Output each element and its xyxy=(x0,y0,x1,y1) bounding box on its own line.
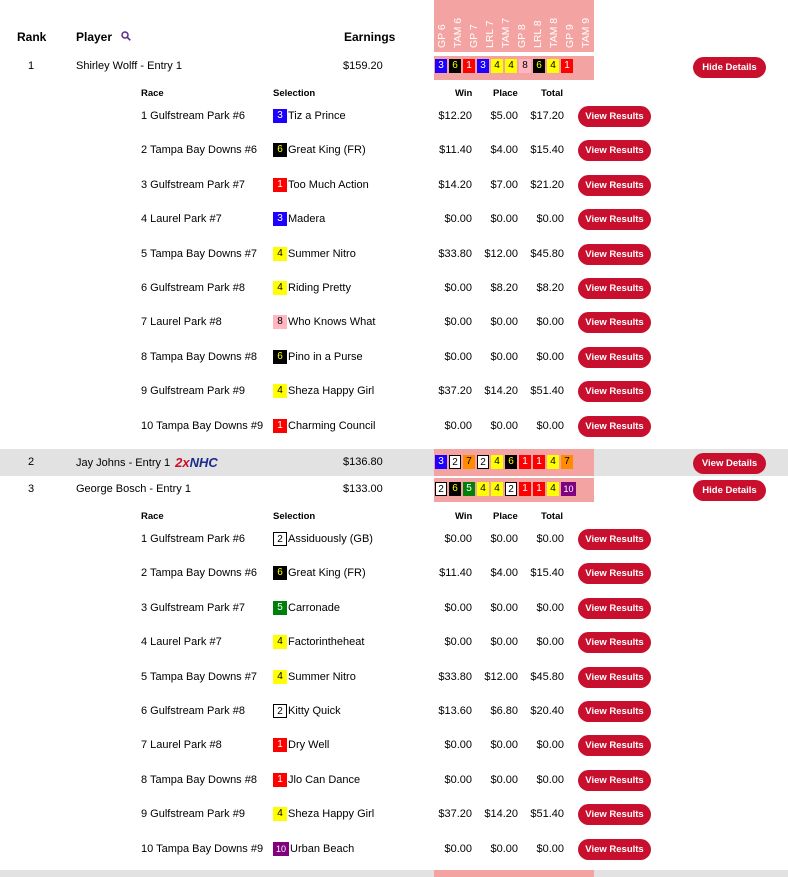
race-header-label: LRL 7 xyxy=(484,20,496,48)
selection xyxy=(273,143,366,157)
race-name: 6 Gulfstream Park #8 xyxy=(141,282,245,294)
pick-chip: 1 xyxy=(519,455,531,469)
pick-chip: 8 xyxy=(519,59,531,73)
selection xyxy=(273,842,354,856)
selection xyxy=(273,807,374,821)
race-name: 9 Gulfstream Park #9 xyxy=(141,385,245,398)
pick-chip: 1 xyxy=(463,59,475,73)
selection xyxy=(273,566,366,580)
pick-chip: 6 xyxy=(533,59,545,73)
player-header xyxy=(76,30,131,44)
payout-place: $4.00 xyxy=(490,144,518,157)
saddle-cloth-number: 1 xyxy=(273,178,287,192)
payout-win: $0.00 xyxy=(444,842,472,855)
player-earnings: $159.20 xyxy=(343,60,383,72)
pick-chip: 6 xyxy=(449,482,461,496)
view-results-button[interactable]: View Results xyxy=(578,244,651,265)
view-results-button[interactable]: View Results xyxy=(578,140,651,161)
payout-win: $37.20 xyxy=(438,808,472,821)
view-results-button[interactable]: View Results xyxy=(578,632,651,653)
payout-total: $17.20 xyxy=(530,110,564,122)
race-header-label: TAM 7 xyxy=(500,17,512,48)
payout-total: $45.80 xyxy=(530,247,564,260)
payout-total: $15.40 xyxy=(530,567,564,580)
pick-chip: 7 xyxy=(463,455,475,469)
selection xyxy=(273,247,356,261)
payout-place: $0.00 xyxy=(490,739,518,752)
selection xyxy=(273,532,373,546)
selection xyxy=(273,601,340,615)
view-results-button[interactable]: View Results xyxy=(578,175,651,196)
payout-place: $7.00 xyxy=(490,178,518,191)
race-header-label: GP 8 xyxy=(516,24,528,48)
selection xyxy=(273,635,364,649)
horse-name: Too Much Action xyxy=(288,178,369,191)
payout-win: $0.00 xyxy=(444,636,472,649)
saddle-cloth-number: 4 xyxy=(273,635,287,649)
race-name: 2 Tampa Bay Downs #6 xyxy=(141,144,257,157)
selection xyxy=(273,419,375,433)
race-name: 5 Tampa Bay Downs #7 xyxy=(141,670,257,683)
detail-race-header: Race xyxy=(141,88,164,99)
horse-name: Great King (FR) xyxy=(288,567,366,580)
view-results-button[interactable]: View Results xyxy=(578,529,651,550)
horse-name: Great King (FR) xyxy=(288,144,366,157)
payout-win: $0.00 xyxy=(444,601,472,614)
saddle-cloth-number: 5 xyxy=(273,601,287,615)
race-name: 7 Laurel Park #8 xyxy=(141,739,222,752)
pick-chip: 4 xyxy=(547,482,559,496)
selection xyxy=(273,315,375,329)
payout-win: $14.20 xyxy=(438,178,472,191)
detail-race-header: Race xyxy=(141,511,164,522)
pick-chip: 2 xyxy=(449,455,461,469)
horse-name: Who Knows What xyxy=(288,316,376,329)
view-results-button[interactable]: View Results xyxy=(578,312,651,333)
view-results-button[interactable]: View Results xyxy=(578,701,651,722)
payout-place: $0.00 xyxy=(490,350,518,363)
player-rank: 1 xyxy=(28,60,35,72)
player-earnings: $136.80 xyxy=(343,455,383,468)
payout-win: $0.00 xyxy=(444,316,472,329)
pick-chip: 4 xyxy=(505,59,517,73)
payout-place: $0.00 xyxy=(490,533,518,545)
pick-chip: 3 xyxy=(435,455,447,469)
payout-place: $5.00 xyxy=(490,110,518,122)
payout-total: $0.00 xyxy=(536,842,564,855)
selection xyxy=(273,109,346,123)
payout-total: $0.00 xyxy=(536,601,564,614)
payout-place: $0.00 xyxy=(490,316,518,329)
payout-place: $4.00 xyxy=(490,567,518,580)
pick-chip: 3 xyxy=(435,59,447,73)
saddle-cloth-number: 4 xyxy=(273,281,287,295)
race-name: 1 Gulfstream Park #6 xyxy=(141,110,245,122)
race-name: 7 Laurel Park #8 xyxy=(141,316,222,329)
detail-win-header: Win xyxy=(455,88,473,99)
view-results-button[interactable]: View Results xyxy=(578,209,651,230)
view-results-button[interactable]: View Results xyxy=(578,278,651,299)
horse-name: Dry Well xyxy=(288,739,330,752)
payout-total: $0.00 xyxy=(536,213,564,226)
nhc-badge xyxy=(175,454,218,470)
view-results-button[interactable]: View Results xyxy=(578,563,651,584)
selection xyxy=(273,670,356,684)
player-name-text: Shirley Wolff - Entry 1 xyxy=(76,60,182,72)
pick-strip xyxy=(435,59,573,75)
race-header-0 xyxy=(436,2,450,48)
pick-strip xyxy=(435,455,573,471)
race-header-2 xyxy=(468,2,482,48)
race-name: 8 Tampa Bay Downs #8 xyxy=(141,350,257,363)
player-name xyxy=(76,60,182,72)
horse-name: Sheza Happy Girl xyxy=(288,385,375,398)
payout-total: $0.00 xyxy=(536,533,564,545)
pick-chip: 4 xyxy=(547,59,559,73)
payout-total: $0.00 xyxy=(536,739,564,752)
saddle-cloth-number: 4 xyxy=(273,247,287,261)
detail-win-header: Win xyxy=(455,511,473,522)
race-name: 5 Tampa Bay Downs #7 xyxy=(141,247,257,260)
next-strip-bg xyxy=(434,870,594,877)
search-icon[interactable] xyxy=(121,31,131,41)
payout-win: $33.80 xyxy=(438,670,472,683)
pick-chip: 2 xyxy=(435,482,447,496)
view-results-button[interactable]: View Results xyxy=(578,347,651,368)
saddle-cloth-number: 4 xyxy=(273,670,287,684)
payout-win: $37.20 xyxy=(438,385,472,398)
player-rank: 3 xyxy=(28,483,35,495)
payout-place: $14.20 xyxy=(484,808,518,821)
selection xyxy=(273,350,363,364)
pick-chip: 1 xyxy=(533,455,545,469)
pick-chip: 4 xyxy=(477,482,489,496)
payout-total: $21.20 xyxy=(530,178,564,191)
race-header-label: TAM 6 xyxy=(452,17,464,48)
view-results-button[interactable]: View Results xyxy=(578,381,651,402)
payout-place: $0.00 xyxy=(490,601,518,614)
badge-2x: 2x xyxy=(175,454,190,470)
payout-total: $0.00 xyxy=(536,773,564,786)
race-header-9 xyxy=(580,2,594,48)
race-header-5 xyxy=(516,2,530,48)
horse-name: Tiz a Prince xyxy=(288,110,346,122)
payout-total: $0.00 xyxy=(536,350,564,363)
horse-name: Madera xyxy=(288,213,326,226)
selection xyxy=(273,738,329,752)
horse-name: Riding Pretty xyxy=(288,282,351,294)
payout-place: $8.20 xyxy=(490,282,518,294)
race-header-label: GP 9 xyxy=(564,24,576,48)
selection xyxy=(273,704,341,718)
payout-place: $0.00 xyxy=(490,842,518,855)
saddle-cloth-number: 2 xyxy=(273,704,287,718)
race-header-8 xyxy=(564,2,578,48)
payout-win: $0.00 xyxy=(444,739,472,752)
rank-header: Rank xyxy=(17,30,47,44)
horse-name: Carronade xyxy=(288,601,340,614)
pick-strip xyxy=(435,482,576,498)
pick-chip: 1 xyxy=(519,482,531,496)
view-results-button[interactable]: View Results xyxy=(578,416,651,437)
horse-name: Charming Council xyxy=(288,419,376,432)
payout-total: $0.00 xyxy=(536,419,564,432)
pick-chip: 4 xyxy=(491,482,503,496)
race-header-label: GP 7 xyxy=(468,24,480,48)
payout-place: $0.00 xyxy=(490,213,518,226)
saddle-cloth-number: 4 xyxy=(273,807,287,821)
selection xyxy=(273,178,369,192)
race-name: 9 Gulfstream Park #9 xyxy=(141,808,245,821)
payout-place: $0.00 xyxy=(490,773,518,786)
pick-chip: 3 xyxy=(477,59,489,73)
pick-chip: 2 xyxy=(505,482,517,496)
payout-win: $12.20 xyxy=(438,110,472,122)
view-results-button[interactable]: View Results xyxy=(578,598,651,619)
view-results-button[interactable]: View Results xyxy=(578,735,651,756)
payout-win: $0.00 xyxy=(444,419,472,432)
detail-place-header: Place xyxy=(493,511,518,522)
payout-place: $6.80 xyxy=(490,705,518,717)
detail-selection-header: Selection xyxy=(273,88,316,99)
horse-name: Assiduously (GB) xyxy=(288,533,373,545)
pick-chip: 6 xyxy=(505,455,517,469)
payout-total: $0.00 xyxy=(536,316,564,329)
payout-total: $51.40 xyxy=(530,808,564,821)
player-name xyxy=(76,483,191,495)
race-header-1 xyxy=(452,2,466,48)
next-row-bg xyxy=(0,870,788,877)
horse-name: Kitty Quick xyxy=(288,705,341,717)
payout-win: $11.40 xyxy=(439,144,472,157)
detail-selection-header: Selection xyxy=(273,511,316,522)
horse-name: Jlo Can Dance xyxy=(288,773,361,786)
selection xyxy=(273,773,360,787)
detail-total-header: Total xyxy=(541,88,563,99)
horse-name: Summer Nitro xyxy=(288,670,356,683)
horse-name: Factorintheheat xyxy=(288,636,365,649)
race-name: 2 Tampa Bay Downs #6 xyxy=(141,567,257,580)
payout-total: $0.00 xyxy=(536,636,564,649)
view-results-button[interactable]: View Results xyxy=(578,839,651,860)
hide-details-button[interactable]: Hide Details xyxy=(693,57,766,78)
selection xyxy=(273,212,325,226)
payout-place: $0.00 xyxy=(490,636,518,649)
race-name: 3 Gulfstream Park #7 xyxy=(141,178,245,191)
race-name: 4 Laurel Park #7 xyxy=(141,636,222,649)
detail-total-header: Total xyxy=(541,511,563,522)
race-name: 6 Gulfstream Park #8 xyxy=(141,705,245,717)
saddle-cloth-number: 8 xyxy=(273,315,287,329)
race-name: 4 Laurel Park #7 xyxy=(141,213,222,226)
payout-total: $20.40 xyxy=(530,705,564,717)
player-name-text: Jay Johns - Entry 1 xyxy=(76,456,171,469)
race-name: 10 Tampa Bay Downs #9 xyxy=(141,419,264,432)
horse-name: Summer Nitro xyxy=(288,247,356,260)
player-earnings: $133.00 xyxy=(343,483,383,495)
view-results-button[interactable]: View Results xyxy=(578,770,651,791)
payout-total: $45.80 xyxy=(530,670,564,683)
saddle-cloth-number: 1 xyxy=(273,738,287,752)
payout-win: $0.00 xyxy=(444,213,472,226)
hide-details-button[interactable]: Hide Details xyxy=(693,480,766,501)
horse-name: Urban Beach xyxy=(290,842,355,855)
payout-place: $12.00 xyxy=(484,247,518,260)
pick-chip: 1 xyxy=(533,482,545,496)
race-name: 8 Tampa Bay Downs #8 xyxy=(141,773,257,786)
race-name: 1 Gulfstream Park #6 xyxy=(141,533,245,545)
pick-chip: 4 xyxy=(491,455,503,469)
payout-win: $33.80 xyxy=(438,247,472,260)
race-header-label: GP 6 xyxy=(436,24,448,48)
selection xyxy=(273,384,374,398)
saddle-cloth-number: 4 xyxy=(273,384,287,398)
payout-win: $0.00 xyxy=(444,282,472,294)
saddle-cloth-number: 3 xyxy=(273,212,287,226)
earnings-header: Earnings xyxy=(344,30,396,44)
payout-place: $12.00 xyxy=(484,670,518,683)
view-results-button[interactable]: View Results xyxy=(578,106,651,127)
race-name: 10 Tampa Bay Downs #9 xyxy=(141,842,264,855)
payout-win: $11.40 xyxy=(439,567,472,580)
race-header-3 xyxy=(484,2,498,48)
pick-chip: 6 xyxy=(449,59,461,73)
race-header-label: TAM 8 xyxy=(548,17,560,48)
payout-place: $0.00 xyxy=(490,419,518,432)
payout-win: $0.00 xyxy=(444,350,472,363)
race-header-label: LRL 8 xyxy=(532,20,544,48)
pick-chip: 1 xyxy=(561,59,573,73)
saddle-cloth-number: 6 xyxy=(273,143,287,157)
saddle-cloth-number: 1 xyxy=(273,419,287,433)
pick-chip: 4 xyxy=(491,59,503,73)
race-header-7 xyxy=(548,2,562,48)
view-results-button[interactable]: View Results xyxy=(578,667,651,688)
player-header-label: Player xyxy=(76,30,113,44)
selection xyxy=(273,281,351,295)
view-results-button[interactable]: View Results xyxy=(578,804,651,825)
race-name: 3 Gulfstream Park #7 xyxy=(141,601,245,614)
pick-chip: 4 xyxy=(547,455,559,469)
detail-place-header: Place xyxy=(493,88,518,99)
payout-total: $15.40 xyxy=(530,144,564,157)
saddle-cloth-number: 6 xyxy=(273,566,287,580)
saddle-cloth-number: 6 xyxy=(273,350,287,364)
saddle-cloth-number: 1 xyxy=(273,773,287,787)
race-header-4 xyxy=(500,2,514,48)
saddle-cloth-number: 10 xyxy=(273,842,289,856)
payout-place: $14.20 xyxy=(484,385,518,398)
race-header-label: TAM 9 xyxy=(580,17,592,48)
player-name-text: George Bosch - Entry 1 xyxy=(76,483,191,495)
view-details-button[interactable]: View Details xyxy=(693,453,766,474)
payout-total: $51.40 xyxy=(530,385,564,398)
horse-name: Sheza Happy Girl xyxy=(288,808,375,821)
pick-chip: 2 xyxy=(477,455,489,469)
pick-chip: 5 xyxy=(463,482,475,496)
horse-name: Pino in a Purse xyxy=(288,350,363,363)
race-header-6 xyxy=(532,2,546,48)
pick-chip: 10 xyxy=(561,482,576,496)
player-name xyxy=(76,454,218,469)
saddle-cloth-number: 3 xyxy=(273,109,287,123)
payout-win: $0.00 xyxy=(444,773,472,786)
payout-total: $8.20 xyxy=(536,282,564,294)
player-rank: 2 xyxy=(28,455,35,468)
payout-win: $13.60 xyxy=(438,705,472,717)
badge-nhc: NHC xyxy=(189,454,218,470)
pick-chip: 7 xyxy=(561,455,573,469)
saddle-cloth-number: 2 xyxy=(273,532,287,546)
payout-win: $0.00 xyxy=(444,533,472,545)
